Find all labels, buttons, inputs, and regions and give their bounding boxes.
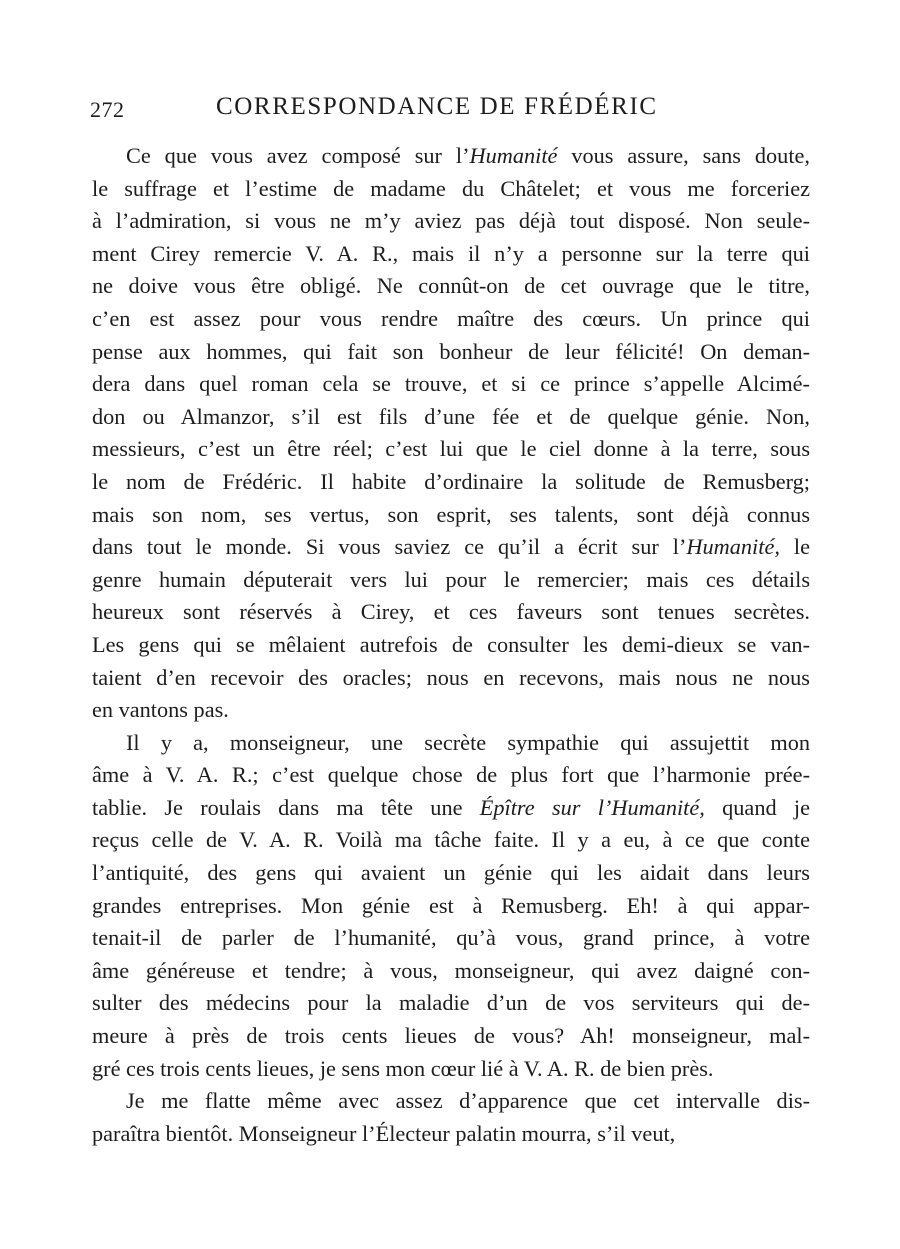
text-line <box>92 401 810 434</box>
text-line <box>92 564 810 597</box>
text-line <box>92 466 810 499</box>
text-run: taient d’en recevoir des oracles; nous en recevons, mais nous ne nous <box>92 664 810 690</box>
text-run: c’en est assez pour vous rendre maître des cœurs. Un prince qui <box>92 305 810 331</box>
text-line <box>92 1085 810 1118</box>
text-run: Il y a, monseigneur, une secrète sympathie qui assujettit mon <box>126 729 810 755</box>
text-line <box>92 824 810 857</box>
text-run: dans tout le monde. Si vous saviez ce qu’il a écrit sur l’ <box>92 534 687 560</box>
text-run: à l’admiration, si vous ne m’y aviez pas déjà tout disposé. Non seule- <box>92 208 810 234</box>
running-head <box>90 93 810 125</box>
text-line <box>92 922 810 955</box>
text-line <box>92 759 810 792</box>
italic-title: Épître sur l’Humanité, <box>479 794 705 820</box>
text-run: le nom de Frédéric. Il habite d’ordinaire la solitude de Remusberg; <box>92 468 810 494</box>
text-run: âme à V. A. R.; c’est quelque chose de plus fort que l’harmonie prée- <box>92 762 810 788</box>
page-number: 272 <box>90 97 125 122</box>
text-run: paraîtra bientôt. Monseigneur l’Électeur palatin mourra, s’il veut, <box>92 1120 676 1146</box>
text-run: quand je <box>704 794 810 820</box>
text-line <box>92 205 810 238</box>
text-run: ment Cirey remercie V. A. R., mais il n’y a personne sur la terre qui <box>92 240 810 266</box>
text-run: grandes entreprises. Mon génie est à Remusberg. Eh! à qui appar- <box>92 892 810 918</box>
text-run: sulter des médecins pour la maladie d’un de vos serviteurs qui de- <box>92 990 810 1016</box>
italic-title: Humanité, <box>686 534 780 560</box>
text-run: mais son nom, ses vertus, son esprit, ses talents, sont déjà connus <box>92 501 810 527</box>
text-run: le suffrage et l’estime de madame du Châtelet; et vous me forceriez <box>92 175 810 201</box>
text-line <box>92 1053 810 1086</box>
text-run: ne doive vous être obligé. Ne connût-on de cet ouvrage que le titre, <box>92 273 810 299</box>
text-run: messieurs, c’est un être réel; c’est lui que le ciel donne à la terre, sous <box>92 436 810 462</box>
text-line <box>92 336 810 369</box>
text-run: reçus celle de V. A. R. Voilà ma tâche faite. Il y a eu, à ce que conte <box>92 827 810 853</box>
text-run: vous assure, sans doute, <box>557 143 810 168</box>
text-line <box>92 596 810 629</box>
text-line <box>92 694 810 727</box>
body-text <box>92 140 810 1150</box>
text-line <box>92 727 810 760</box>
text-run: gré ces trois cents lieues, je sens mon cœur lié à V. A. R. de bien près. <box>92 1055 714 1081</box>
text-run: pense aux hommes, qui fait son bonheur de leur félicité! On deman- <box>92 338 810 364</box>
text-run: Ce que vous avez composé sur l’ <box>126 143 470 168</box>
running-title: CORRESPONDANCE DE FRÉDÉRIC <box>216 93 658 120</box>
text-line <box>92 433 810 466</box>
text-line <box>92 1020 810 1053</box>
text-line <box>92 270 810 303</box>
text-line <box>92 238 810 271</box>
text-line <box>92 531 810 564</box>
text-run: Je me flatte même avec assez d’apparence que cet intervalle dis- <box>126 1088 810 1114</box>
text-run: don ou Almanzor, s’il est fils d’une fée et de quelque génie. Non, <box>92 403 810 429</box>
text-run: meure à près de trois cents lieues de vous? Ah! monseigneur, mal- <box>92 1023 810 1049</box>
paragraph <box>92 140 810 727</box>
text-run: dera dans quel roman cela se trouve, et si ce prince s’appelle Alcimé- <box>92 371 810 397</box>
text-run: tenait-il de parler de l’humanité, qu’à vous, grand prince, à votre <box>92 925 810 951</box>
italic-title: Humanité <box>469 143 558 168</box>
text-run: tablie. Je roulais dans ma tête une <box>92 794 480 820</box>
text-line <box>92 140 810 173</box>
paragraph <box>92 727 810 1086</box>
text-line <box>92 857 810 890</box>
text-run: genre humain députerait vers lui pour le remercier; mais ces détails <box>92 566 810 592</box>
text-line <box>92 955 810 988</box>
text-line <box>92 987 810 1020</box>
text-line <box>92 890 810 923</box>
text-line <box>92 629 810 662</box>
text-run: âme généreuse et tendre; à vous, monseigneur, qui avez daigné con- <box>92 957 810 983</box>
text-line <box>92 368 810 401</box>
text-line <box>92 303 810 336</box>
text-line <box>92 499 810 532</box>
text-line <box>92 792 810 825</box>
text-run: en vantons pas. <box>92 697 229 723</box>
text-run: l’antiquité, des gens qui avaient un génie qui les aidait dans leurs <box>92 860 810 886</box>
text-line <box>92 1118 810 1151</box>
text-run: heureux sont réservés à Cirey, et ces faveurs sont tenues secrètes. <box>92 599 810 625</box>
text-line <box>92 662 810 695</box>
text-run: Les gens qui se mêlaient autrefois de consulter les demi-dieux se van- <box>92 631 810 657</box>
text-line <box>92 173 810 206</box>
paragraph <box>92 1085 810 1150</box>
text-run: le <box>779 534 810 560</box>
